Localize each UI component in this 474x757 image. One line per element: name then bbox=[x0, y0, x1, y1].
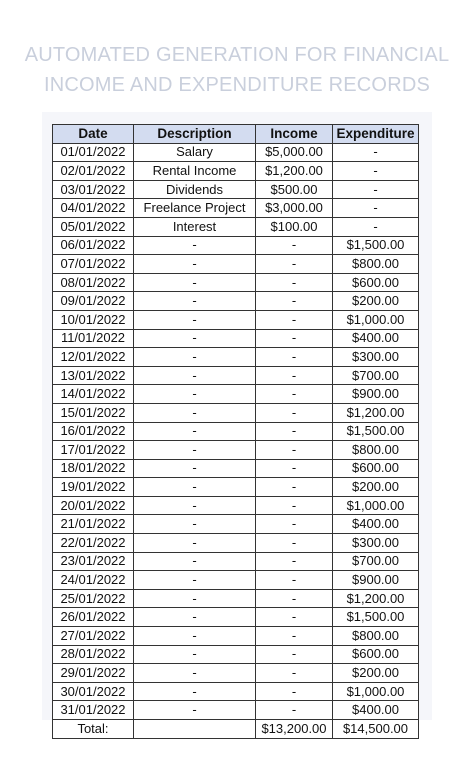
cell-expenditure: $700.00 bbox=[333, 366, 419, 385]
cell-date: 13/01/2022 bbox=[53, 366, 134, 385]
cell-income: - bbox=[256, 627, 333, 646]
cell-income: - bbox=[256, 422, 333, 441]
cell-description: - bbox=[134, 552, 256, 571]
cell-expenditure: $1,500.00 bbox=[333, 236, 419, 255]
cell-expenditure: $400.00 bbox=[333, 515, 419, 534]
cell-description: - bbox=[134, 589, 256, 608]
table-row bbox=[53, 664, 419, 683]
cell-income: - bbox=[256, 571, 333, 590]
cell-description: - bbox=[134, 459, 256, 478]
records-table bbox=[52, 124, 419, 739]
cell-date: 21/01/2022 bbox=[53, 515, 134, 534]
cell-expenditure: $300.00 bbox=[333, 348, 419, 367]
table-row bbox=[53, 273, 419, 292]
title-line-2: INCOME AND EXPENDITURE RECORDS bbox=[43, 74, 431, 96]
cell-date: 02/01/2022 bbox=[53, 162, 134, 181]
cell-expenditure: - bbox=[333, 217, 419, 236]
cell-date: 20/01/2022 bbox=[53, 496, 134, 515]
cell-income: - bbox=[256, 441, 333, 460]
cell-date: 19/01/2022 bbox=[53, 478, 134, 497]
table-row bbox=[53, 645, 419, 664]
cell-description: - bbox=[134, 515, 256, 534]
cell-description: - bbox=[134, 701, 256, 720]
cell-income: - bbox=[256, 478, 333, 497]
cell-expenditure: $200.00 bbox=[333, 292, 419, 311]
table-row bbox=[53, 515, 419, 534]
table-row bbox=[53, 143, 419, 162]
table-row bbox=[53, 329, 419, 348]
table-row bbox=[53, 348, 419, 367]
cell-expenditure: $200.00 bbox=[333, 478, 419, 497]
total-label: Total: bbox=[53, 720, 134, 739]
cell-date: 22/01/2022 bbox=[53, 534, 134, 553]
cell-description: - bbox=[134, 403, 256, 422]
cell-income: - bbox=[256, 329, 333, 348]
cell-date: 26/01/2022 bbox=[53, 608, 134, 627]
table-row bbox=[53, 496, 419, 515]
cell-date: 11/01/2022 bbox=[53, 329, 134, 348]
table-row bbox=[53, 552, 419, 571]
cell-expenditure: - bbox=[333, 162, 419, 181]
cell-expenditure: $900.00 bbox=[333, 571, 419, 590]
cell-expenditure: $800.00 bbox=[333, 627, 419, 646]
cell-date: 01/01/2022 bbox=[53, 143, 134, 162]
cell-income: - bbox=[256, 682, 333, 701]
cell-income: - bbox=[256, 292, 333, 311]
cell-description: - bbox=[134, 441, 256, 460]
cell-expenditure: $200.00 bbox=[333, 664, 419, 683]
cell-description: - bbox=[134, 496, 256, 515]
cell-expenditure: $300.00 bbox=[333, 534, 419, 553]
cell-income: - bbox=[256, 236, 333, 255]
cell-description: - bbox=[134, 534, 256, 553]
cell-description: - bbox=[134, 478, 256, 497]
cell-expenditure: $400.00 bbox=[333, 329, 419, 348]
cell-description: - bbox=[134, 385, 256, 404]
table-row bbox=[53, 701, 419, 720]
cell-description: - bbox=[134, 664, 256, 683]
table-row bbox=[53, 217, 419, 236]
table-row bbox=[53, 441, 419, 460]
cell-expenditure: $1,200.00 bbox=[333, 589, 419, 608]
cell-description: - bbox=[134, 348, 256, 367]
header-date: Date bbox=[53, 125, 134, 144]
table-row bbox=[53, 180, 419, 199]
cell-income: $500.00 bbox=[256, 180, 333, 199]
cell-income: - bbox=[256, 310, 333, 329]
cell-description: - bbox=[134, 571, 256, 590]
cell-income: - bbox=[256, 552, 333, 571]
cell-date: 30/01/2022 bbox=[53, 682, 134, 701]
header-description: Description bbox=[134, 125, 256, 144]
cell-date: 15/01/2022 bbox=[53, 403, 134, 422]
table-row bbox=[53, 292, 419, 311]
title-line-1: AUTOMATED GENERATION FOR FINANCIAL bbox=[24, 44, 450, 66]
cell-date: 31/01/2022 bbox=[53, 701, 134, 720]
cell-income: - bbox=[256, 366, 333, 385]
table-row bbox=[53, 162, 419, 181]
cell-income: - bbox=[256, 645, 333, 664]
cell-date: 25/01/2022 bbox=[53, 589, 134, 608]
cell-expenditure: $1,000.00 bbox=[333, 682, 419, 701]
table-row bbox=[53, 366, 419, 385]
cell-income: - bbox=[256, 385, 333, 404]
table-row bbox=[53, 571, 419, 590]
cell-income: - bbox=[256, 459, 333, 478]
cell-description: Dividends bbox=[134, 180, 256, 199]
cell-description: - bbox=[134, 422, 256, 441]
cell-income: - bbox=[256, 534, 333, 553]
table-row bbox=[53, 236, 419, 255]
cell-income: - bbox=[256, 701, 333, 720]
cell-income: - bbox=[256, 273, 333, 292]
cell-income: - bbox=[256, 664, 333, 683]
cell-income: - bbox=[256, 496, 333, 515]
table-row bbox=[53, 534, 419, 553]
cell-description: - bbox=[134, 627, 256, 646]
cell-date: 16/01/2022 bbox=[53, 422, 134, 441]
table-row bbox=[53, 627, 419, 646]
cell-expenditure: $600.00 bbox=[333, 273, 419, 292]
cell-income: - bbox=[256, 589, 333, 608]
table-row bbox=[53, 589, 419, 608]
cell-date: 07/01/2022 bbox=[53, 255, 134, 274]
cell-income: $1,200.00 bbox=[256, 162, 333, 181]
cell-date: 18/01/2022 bbox=[53, 459, 134, 478]
cell-date: 23/01/2022 bbox=[53, 552, 134, 571]
cell-description: - bbox=[134, 236, 256, 255]
cell-description: - bbox=[134, 292, 256, 311]
cell-description: - bbox=[134, 682, 256, 701]
table-row bbox=[53, 478, 419, 497]
cell-date: 08/01/2022 bbox=[53, 273, 134, 292]
cell-date: 29/01/2022 bbox=[53, 664, 134, 683]
cell-expenditure: - bbox=[333, 199, 419, 218]
cell-expenditure: $400.00 bbox=[333, 701, 419, 720]
table-row bbox=[53, 310, 419, 329]
cell-date: 24/01/2022 bbox=[53, 571, 134, 590]
table-row bbox=[53, 255, 419, 274]
cell-date: 28/01/2022 bbox=[53, 645, 134, 664]
cell-expenditure: $1,000.00 bbox=[333, 496, 419, 515]
cell-description: - bbox=[134, 255, 256, 274]
cell-description: - bbox=[134, 608, 256, 627]
cell-expenditure: $1,000.00 bbox=[333, 310, 419, 329]
cell-date: 17/01/2022 bbox=[53, 441, 134, 460]
cell-income: $100.00 bbox=[256, 217, 333, 236]
table-row bbox=[53, 422, 419, 441]
cell-income: $3,000.00 bbox=[256, 199, 333, 218]
cell-expenditure: $1,500.00 bbox=[333, 608, 419, 627]
cell-expenditure: - bbox=[333, 143, 419, 162]
total-description bbox=[134, 720, 256, 739]
table-row bbox=[53, 608, 419, 627]
header-expenditure: Expenditure bbox=[333, 125, 419, 144]
cell-expenditure: $1,200.00 bbox=[333, 403, 419, 422]
table-row bbox=[53, 403, 419, 422]
cell-expenditure: $800.00 bbox=[333, 441, 419, 460]
cell-date: 09/01/2022 bbox=[53, 292, 134, 311]
cell-date: 27/01/2022 bbox=[53, 627, 134, 646]
cell-date: 04/01/2022 bbox=[53, 199, 134, 218]
header-row bbox=[53, 125, 419, 144]
cell-description: Freelance Project bbox=[134, 199, 256, 218]
table-row bbox=[53, 385, 419, 404]
cell-description: - bbox=[134, 366, 256, 385]
table-row bbox=[53, 682, 419, 701]
table-row bbox=[53, 459, 419, 478]
cell-date: 12/01/2022 bbox=[53, 348, 134, 367]
cell-description: - bbox=[134, 329, 256, 348]
cell-income: - bbox=[256, 255, 333, 274]
cell-income: - bbox=[256, 403, 333, 422]
header-income: Income bbox=[256, 125, 333, 144]
page-title bbox=[0, 40, 474, 100]
cell-description: - bbox=[134, 645, 256, 664]
cell-income: $5,000.00 bbox=[256, 143, 333, 162]
cell-expenditure: $600.00 bbox=[333, 645, 419, 664]
cell-date: 05/01/2022 bbox=[53, 217, 134, 236]
total-expenditure: $14,500.00 bbox=[333, 720, 419, 739]
cell-date: 10/01/2022 bbox=[53, 310, 134, 329]
cell-expenditure: $800.00 bbox=[333, 255, 419, 274]
cell-date: 06/01/2022 bbox=[53, 236, 134, 255]
cell-expenditure: $900.00 bbox=[333, 385, 419, 404]
cell-expenditure: $600.00 bbox=[333, 459, 419, 478]
cell-income: - bbox=[256, 608, 333, 627]
cell-description: - bbox=[134, 273, 256, 292]
cell-description: Salary bbox=[134, 143, 256, 162]
cell-description: - bbox=[134, 310, 256, 329]
cell-date: 03/01/2022 bbox=[53, 180, 134, 199]
cell-description: Rental Income bbox=[134, 162, 256, 181]
cell-income: - bbox=[256, 348, 333, 367]
cell-expenditure: - bbox=[333, 180, 419, 199]
cell-income: - bbox=[256, 515, 333, 534]
total-income: $13,200.00 bbox=[256, 720, 333, 739]
cell-date: 14/01/2022 bbox=[53, 385, 134, 404]
cell-description: Interest bbox=[134, 217, 256, 236]
cell-expenditure: $1,500.00 bbox=[333, 422, 419, 441]
total-row bbox=[53, 720, 419, 739]
cell-expenditure: $700.00 bbox=[333, 552, 419, 571]
table-row bbox=[53, 199, 419, 218]
